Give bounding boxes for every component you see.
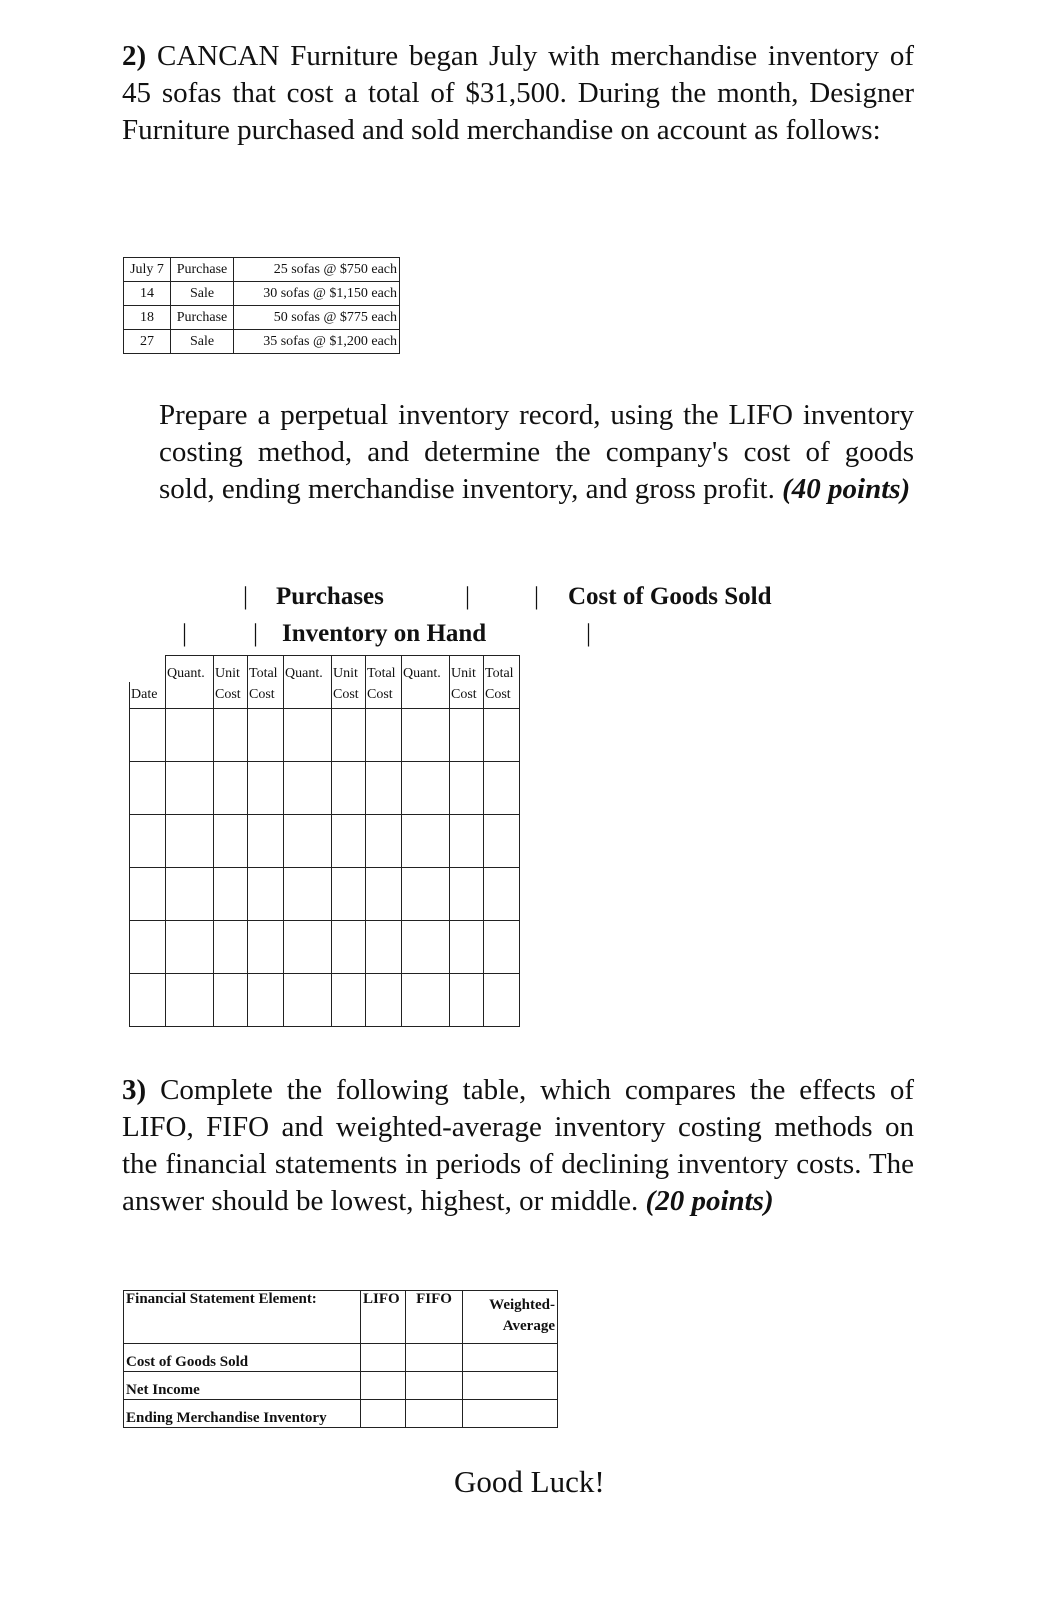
grid-cell[interactable] bbox=[130, 709, 166, 762]
tx-detail: 25 sofas @ $750 each bbox=[234, 258, 400, 282]
grid-cell[interactable] bbox=[130, 762, 166, 815]
transactions-table bbox=[123, 257, 400, 354]
grid-cell[interactable] bbox=[214, 974, 248, 1027]
grid-cell[interactable] bbox=[166, 709, 214, 762]
tx-detail: 30 sofas @ $1,150 each bbox=[234, 282, 400, 306]
table-row bbox=[130, 868, 520, 921]
answer-cell-fifo[interactable] bbox=[406, 1372, 463, 1400]
col-total bbox=[366, 656, 402, 683]
grid-cell[interactable] bbox=[366, 815, 402, 868]
grid-cell[interactable] bbox=[248, 815, 284, 868]
tx-type: Sale bbox=[171, 330, 234, 354]
col-unit bbox=[214, 656, 248, 683]
grid-cell[interactable] bbox=[166, 974, 214, 1027]
col-unit-sub bbox=[332, 682, 366, 709]
grid-cell[interactable] bbox=[214, 709, 248, 762]
unit-label: Unit bbox=[333, 666, 358, 681]
q2-intro-text: CANCAN Furniture began July with merchandise inventory of 45 sofas that cost a total of $31,500. During the month, Designer Furniture purchased and sold merchandise on account as follows: bbox=[122, 40, 915, 146]
col-quant bbox=[284, 656, 332, 683]
col-date bbox=[130, 682, 166, 709]
answer-cell-weighted-average[interactable] bbox=[463, 1344, 558, 1372]
table-row bbox=[130, 762, 520, 815]
col-unit bbox=[450, 656, 484, 683]
q3-intro bbox=[122, 1072, 914, 1220]
table-row bbox=[124, 330, 400, 354]
grid-cell[interactable] bbox=[166, 868, 214, 921]
grid-cell[interactable] bbox=[402, 709, 450, 762]
grid-cell[interactable] bbox=[130, 974, 166, 1027]
col-quant-sub bbox=[402, 682, 450, 709]
table-row bbox=[130, 921, 520, 974]
perpetual-inventory-grid bbox=[129, 655, 520, 1027]
cost-label: Cost bbox=[333, 687, 359, 702]
grid-cell[interactable] bbox=[284, 868, 332, 921]
grid-cell[interactable] bbox=[450, 921, 484, 974]
grid-cell[interactable] bbox=[366, 762, 402, 815]
grid-cell[interactable] bbox=[130, 868, 166, 921]
grid-cell[interactable] bbox=[214, 921, 248, 974]
total-label: Total bbox=[367, 666, 396, 681]
grid-cell[interactable] bbox=[166, 762, 214, 815]
col-quant-sub bbox=[166, 682, 214, 709]
q2-points: (40 points) bbox=[782, 473, 911, 505]
cost-label: Cost bbox=[367, 687, 393, 702]
col-unit-sub bbox=[214, 682, 248, 709]
comparison-table bbox=[123, 1290, 558, 1428]
grid-cell[interactable] bbox=[450, 974, 484, 1027]
closing-text: Good Luck! bbox=[454, 1464, 605, 1499]
element-header: Financial Statement Element: bbox=[124, 1291, 361, 1344]
grid-cell[interactable] bbox=[402, 868, 450, 921]
table-row bbox=[130, 974, 520, 1027]
header-separator: | bbox=[243, 583, 249, 610]
answer-cell-weighted-average[interactable] bbox=[463, 1372, 558, 1400]
grid-cell[interactable] bbox=[214, 868, 248, 921]
grid-cell[interactable] bbox=[450, 815, 484, 868]
header-separator: | bbox=[534, 583, 540, 610]
inventory-header: Inventory on Hand bbox=[282, 620, 487, 647]
grid-cell[interactable] bbox=[130, 921, 166, 974]
grid-cell[interactable] bbox=[214, 762, 248, 815]
table-row bbox=[124, 282, 400, 306]
header-separator: | bbox=[465, 583, 471, 610]
quant-label: Quant. bbox=[403, 666, 441, 681]
header-separator: | bbox=[253, 620, 259, 647]
grid-cell[interactable] bbox=[484, 974, 520, 1027]
grid-cell[interactable] bbox=[332, 921, 366, 974]
grid-cell[interactable] bbox=[402, 762, 450, 815]
quant-label: Quant. bbox=[285, 666, 323, 681]
grid-header-row bbox=[130, 682, 520, 709]
answer-cell-lifo[interactable] bbox=[361, 1372, 406, 1400]
answer-cell-weighted-average[interactable] bbox=[463, 1400, 558, 1428]
fifo-header: FIFO bbox=[406, 1291, 463, 1344]
table-row bbox=[130, 709, 520, 762]
tx-date: 14 bbox=[124, 282, 171, 306]
grid-cell[interactable] bbox=[366, 709, 402, 762]
grid-header-row bbox=[130, 656, 520, 683]
q2-number: 2) bbox=[122, 40, 147, 72]
header-separator: | bbox=[182, 620, 188, 647]
total-label: Total bbox=[249, 666, 278, 681]
tx-type: Purchase bbox=[171, 258, 234, 282]
row-label: Ending Merchandise Inventory bbox=[124, 1400, 361, 1428]
table-row bbox=[124, 1372, 558, 1400]
table-row bbox=[130, 815, 520, 868]
q3-points: (20 points) bbox=[645, 1185, 774, 1217]
comparison-header-row bbox=[124, 1291, 558, 1344]
cost-label: Cost bbox=[215, 687, 241, 702]
purchases-header: Purchases bbox=[276, 583, 384, 610]
unit-label: Unit bbox=[215, 666, 240, 681]
answer-cell-fifo[interactable] bbox=[406, 1344, 463, 1372]
table-row bbox=[124, 1400, 558, 1428]
wa-line1: Weighted- bbox=[489, 1297, 555, 1313]
grid-cell[interactable] bbox=[402, 974, 450, 1027]
col-quant-sub bbox=[284, 682, 332, 709]
grid-cell[interactable] bbox=[332, 868, 366, 921]
wa-line2: Average bbox=[502, 1318, 555, 1334]
cost-label: Cost bbox=[485, 687, 511, 702]
grid-cell[interactable] bbox=[284, 762, 332, 815]
lifo-header: LIFO bbox=[361, 1291, 406, 1344]
grid-cell[interactable] bbox=[130, 815, 166, 868]
table-row bbox=[124, 258, 400, 282]
col-total-sub bbox=[366, 682, 402, 709]
grid-cell[interactable] bbox=[484, 815, 520, 868]
grid-cell[interactable] bbox=[366, 974, 402, 1027]
weighted-average-header bbox=[463, 1291, 558, 1344]
grid-cell[interactable] bbox=[248, 868, 284, 921]
tx-type: Purchase bbox=[171, 306, 234, 330]
header-separator: | bbox=[586, 620, 592, 647]
tx-date: 18 bbox=[124, 306, 171, 330]
q3-intro-text: Complete the following table, which compares the effects of LIFO, FIFO and weighted-average inventory costing methods on the financial statements in periods of declining inventory costs. The answer should be lowest, highest, or middle. bbox=[122, 1074, 915, 1217]
col-total bbox=[248, 656, 284, 683]
grid-cell[interactable] bbox=[484, 709, 520, 762]
col-unit bbox=[332, 656, 366, 683]
q3-number: 3) bbox=[122, 1074, 147, 1106]
grid-cell[interactable] bbox=[484, 921, 520, 974]
table-row bbox=[124, 1344, 558, 1372]
tx-detail: 50 sofas @ $775 each bbox=[234, 306, 400, 330]
quant-label: Quant. bbox=[167, 666, 205, 681]
cogs-header: Cost of Goods Sold bbox=[568, 583, 772, 610]
answer-cell-fifo[interactable] bbox=[406, 1400, 463, 1428]
q2-intro bbox=[122, 38, 914, 149]
cost-label: Cost bbox=[249, 687, 275, 702]
col-total-sub bbox=[484, 682, 520, 709]
col-total bbox=[484, 656, 520, 683]
grid-cell[interactable] bbox=[332, 815, 366, 868]
grid-cell[interactable] bbox=[248, 762, 284, 815]
grid-cell[interactable] bbox=[248, 921, 284, 974]
grid-cell[interactable] bbox=[284, 921, 332, 974]
grid-cell[interactable] bbox=[284, 709, 332, 762]
grid-cell[interactable] bbox=[366, 868, 402, 921]
col-quant bbox=[166, 656, 214, 683]
tx-detail: 35 sofas @ $1,200 each bbox=[234, 330, 400, 354]
row-label: Cost of Goods Sold bbox=[124, 1344, 361, 1372]
q2-instruction-text: Prepare a perpetual inventory record, using the LIFO inventory costing method, and determine the company's cost of goods sold, ending merchandise inventory, and gross profit. bbox=[159, 399, 914, 505]
col-quant bbox=[402, 656, 450, 683]
table-row bbox=[124, 306, 400, 330]
grid-cell[interactable] bbox=[484, 868, 520, 921]
grid-cell[interactable] bbox=[366, 921, 402, 974]
grid-cell[interactable] bbox=[214, 815, 248, 868]
grid-cell[interactable] bbox=[248, 974, 284, 1027]
grid-cell[interactable] bbox=[450, 709, 484, 762]
grid-cell[interactable] bbox=[332, 974, 366, 1027]
grid-cell[interactable] bbox=[166, 921, 214, 974]
row-label: Net Income bbox=[124, 1372, 361, 1400]
total-label: Total bbox=[485, 666, 514, 681]
answer-cell-lifo[interactable] bbox=[361, 1400, 406, 1428]
grid-corner bbox=[130, 656, 166, 683]
tx-date: 27 bbox=[124, 330, 171, 354]
tx-date: July 7 bbox=[124, 258, 171, 282]
unit-label: Unit bbox=[451, 666, 476, 681]
grid-cell[interactable] bbox=[166, 815, 214, 868]
answer-cell-lifo[interactable] bbox=[361, 1344, 406, 1372]
col-unit-sub bbox=[450, 682, 484, 709]
col-total-sub bbox=[248, 682, 284, 709]
grid-cell[interactable] bbox=[332, 709, 366, 762]
grid-cell[interactable] bbox=[402, 815, 450, 868]
grid-cell[interactable] bbox=[484, 762, 520, 815]
grid-cell[interactable] bbox=[248, 709, 284, 762]
cost-label: Cost bbox=[451, 687, 477, 702]
grid-cell[interactable] bbox=[284, 815, 332, 868]
grid-cell[interactable] bbox=[402, 921, 450, 974]
grid-cell[interactable] bbox=[332, 762, 366, 815]
date-label: Date bbox=[131, 687, 158, 702]
grid-cell[interactable] bbox=[284, 974, 332, 1027]
grid-cell[interactable] bbox=[450, 762, 484, 815]
tx-type: Sale bbox=[171, 282, 234, 306]
q2-instruction bbox=[159, 397, 914, 508]
grid-cell[interactable] bbox=[450, 868, 484, 921]
